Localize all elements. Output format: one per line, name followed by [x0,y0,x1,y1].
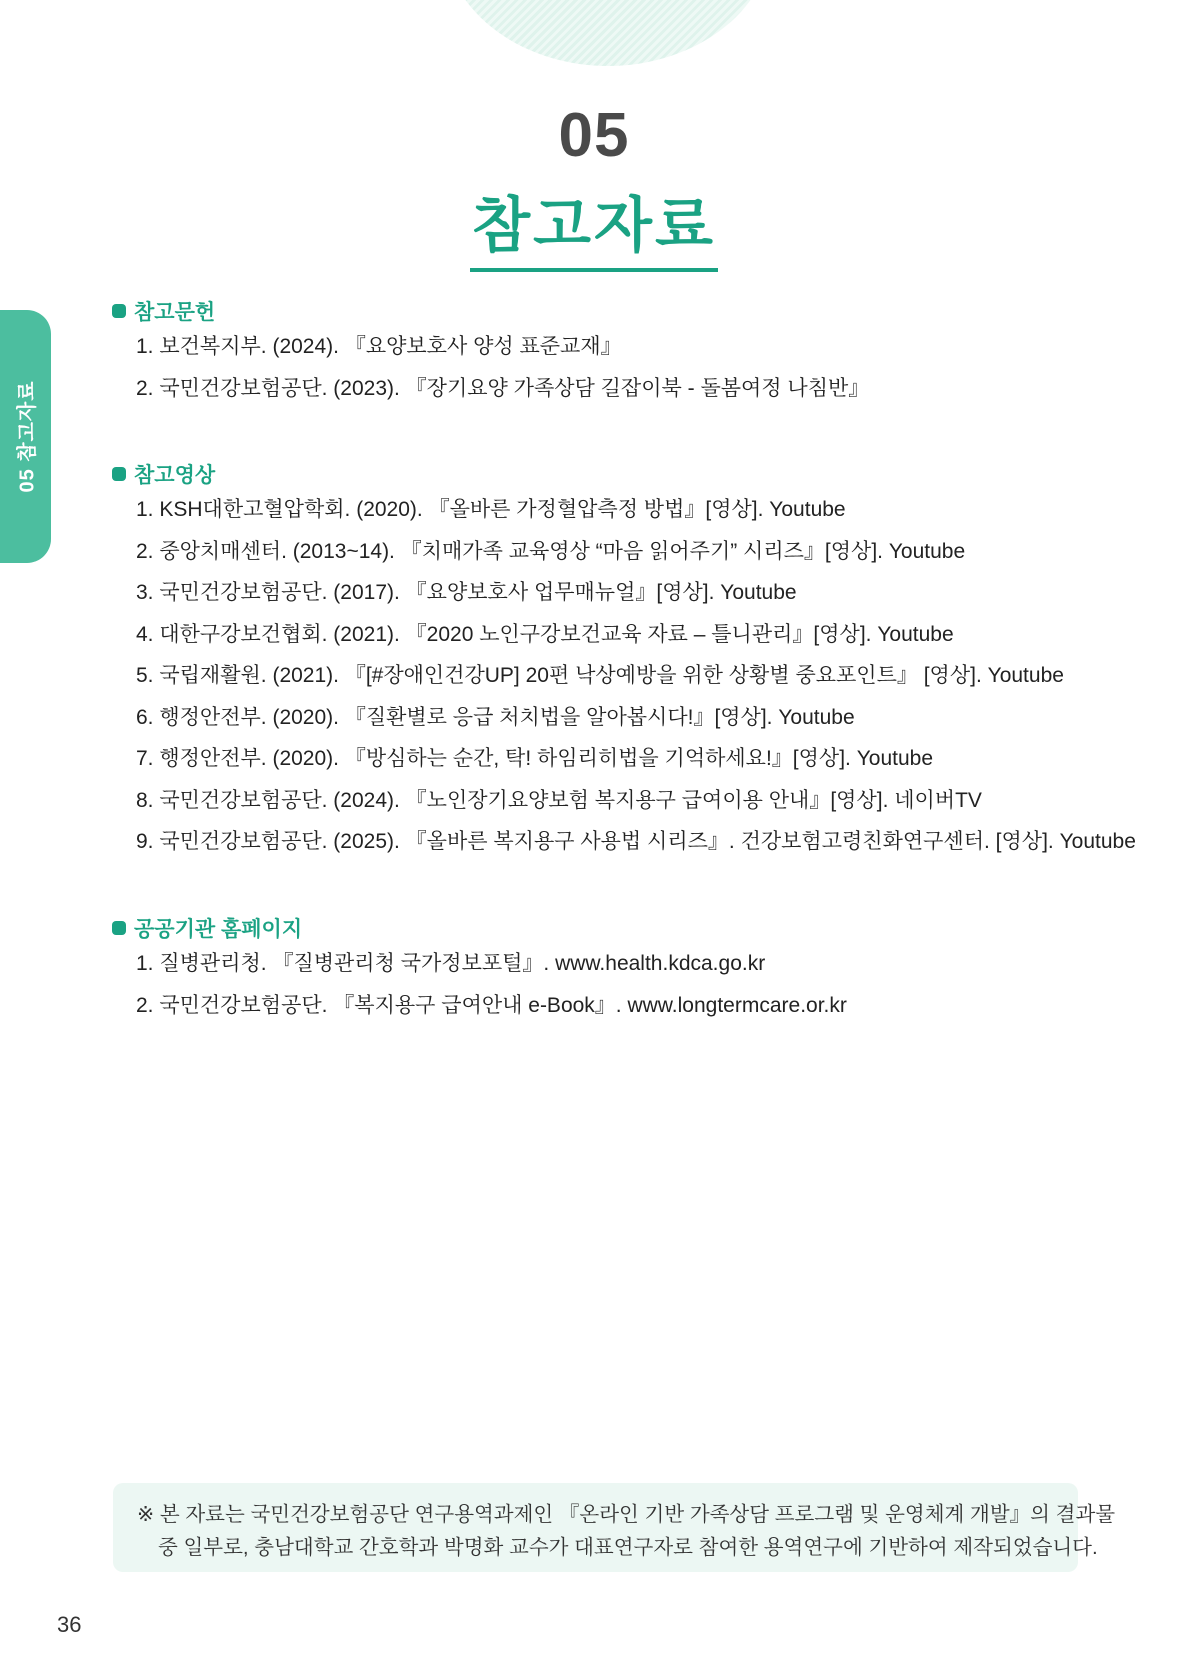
section-header [112,459,1136,489]
section-title: 공공기관 홈페이지 [134,918,303,941]
section-references [112,296,869,409]
section-bullet-icon [112,304,126,318]
website-list [112,943,847,1026]
list-item: 3. 국민건강보험공단. (2017). 『요양보호사 업무매뉴얼』[영상]. Youtube [136,581,797,604]
list-item: 6. 행정안전부. (2020). 『질환별로 응급 처치법을 알아봅시다!』[영상]. Youtube [136,705,855,729]
reference-list [112,326,869,409]
section-bullet-icon [112,921,126,935]
list-item: 9. 국민건강보험공단. (2025). 『올바른 복지용구 사용법 시리즈』. 건강보험고령친화연구센터. [영상]. Youtube [136,830,1136,853]
footnote-line-1: ※ 본 자료는 국민건강보험공단 연구용역과제인 『온라인 기반 가족상담 프로그램 및 운영체계 개발』의 결과물 [137,1503,1116,1526]
section-public-websites [112,913,847,1026]
side-chapter-tab [0,310,51,563]
list-item: 2. 국민건강보험공단. 『복지용구 급여안내 e-Book』. www.longtermcare.or.kr [136,993,847,1017]
list-item: 4. 대한구강보건협회. (2021). 『2020 노인구강보건교육 자료 – 틀니관리』[영상]. Youtube [136,622,954,646]
section-header [112,913,847,943]
list-item: 1. 보건복지부. (2024). 『요양보호사 양성 표준교재』 [136,335,622,358]
list-item: 7. 행정안전부. (2020). 『방심하는 순간, 탁! 하임리히법을 기억하세요!』[영상]. Youtube [136,747,934,770]
list-item: 2. 중앙치매센터. (2013~14). 『치매가족 교육영상 “마음 읽어주기” 시리즈』[영상]. Youtube [136,539,966,563]
section-header [112,296,869,326]
section-title: 참고영상 [134,464,216,487]
list-item: 8. 국민건강보험공단. (2024). 『노인장기요양보험 복지용구 급여이용 안내』[영상]. 네이버TV [136,788,982,812]
list-item: 1. KSH대한고혈압학회. (2020). 『올바른 가정혈압측정 방법』[영상]. Youtube [136,498,846,521]
chapter-number: 05 [558,101,630,170]
video-list [112,489,1136,863]
list-item: 2. 국민건강보험공단. (2023). 『장기요양 가족상담 길잡이북 - 돌봄여정 나침반』 [136,376,870,400]
chapter-title: 참고자료 [470,178,718,272]
chapter-title-wrap [0,178,1188,272]
footnote-line-2: 중 일부로, 충남대학교 간호학과 박명화 교수가 대표연구자로 참여한 용역연구에 기반하여 제작되었습니다. [158,1536,1098,1559]
section-title: 참고문헌 [134,301,216,324]
list-item: 1. 질병관리청. 『질병관리청 국가정보포털』. www.health.kdca.go.kr [136,952,766,975]
section-videos [112,459,1136,863]
top-decorative-arc [443,0,773,66]
footnote-box [113,1483,1116,1572]
list-item: 5. 국립재활원. (2021). 『[#장애인건강UP] 20편 낙상예방을 위한 상황별 중요포인트』 [영상]. Youtube [136,664,1064,687]
section-bullet-icon [112,467,126,481]
page-number: 36 [57,1612,82,1637]
side-tab-label: 05 참고자료 [17,380,39,493]
